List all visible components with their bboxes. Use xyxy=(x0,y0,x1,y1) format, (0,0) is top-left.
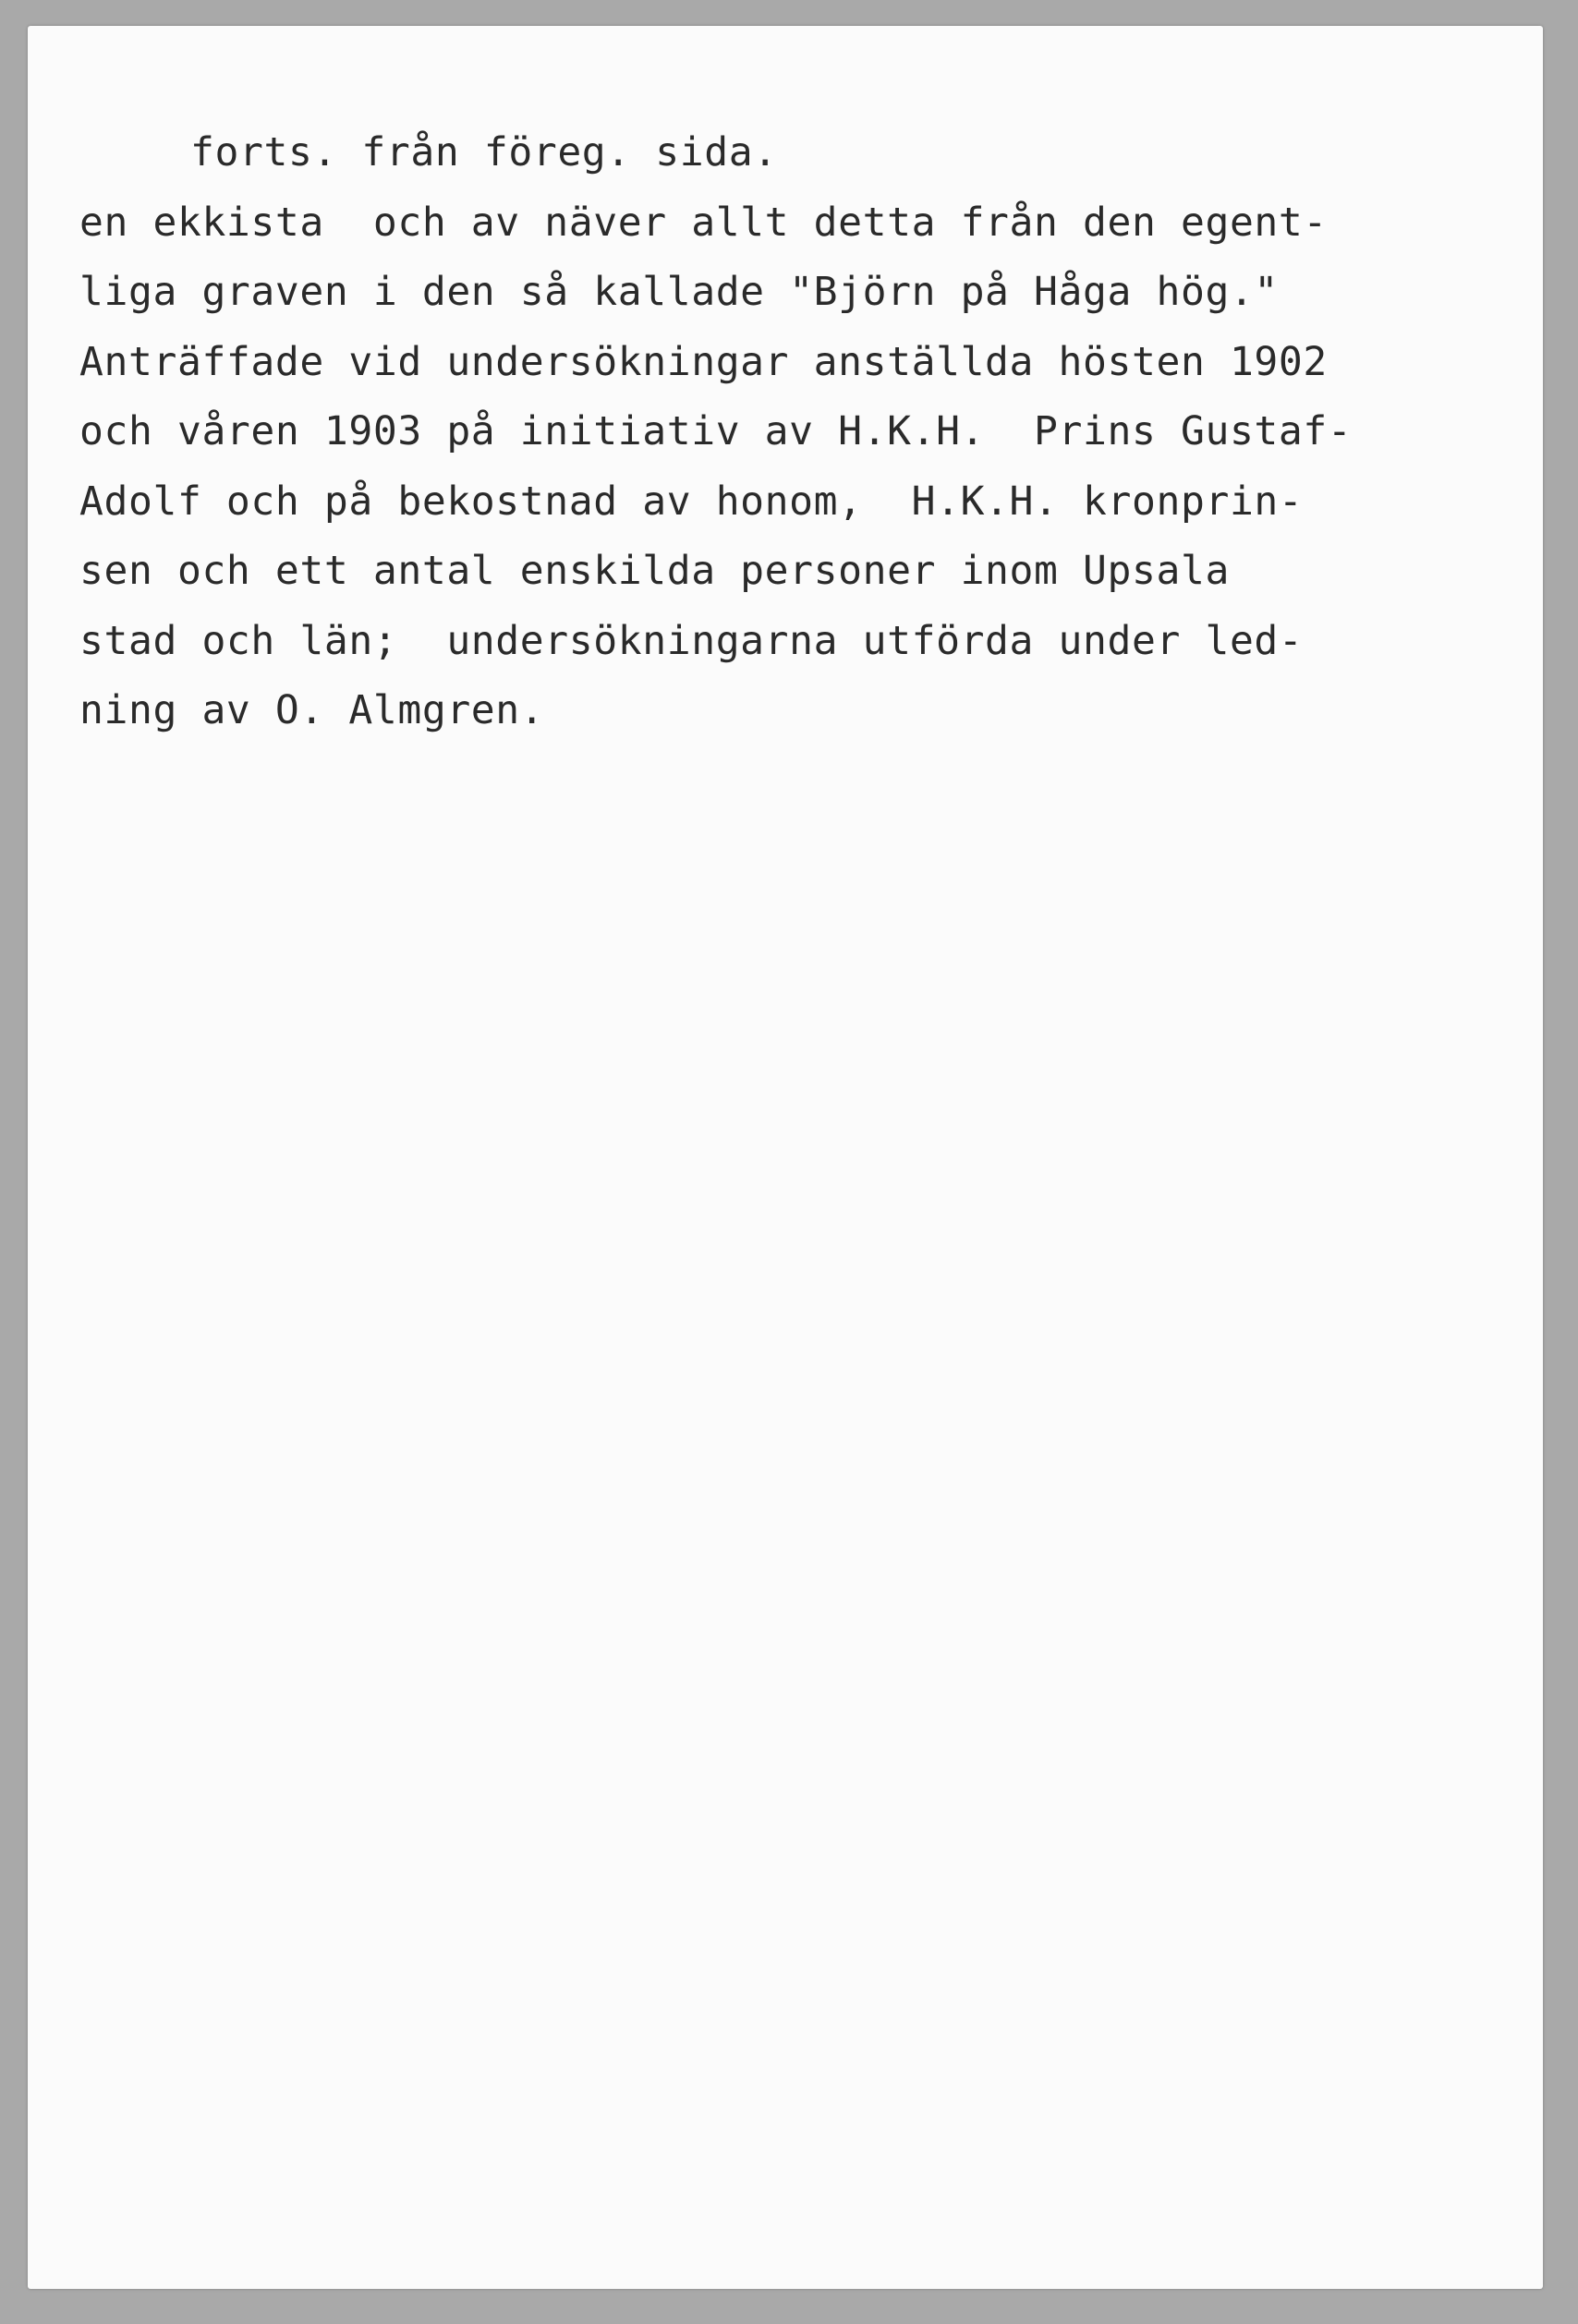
continuation-heading: forts. från föreg. sida. xyxy=(190,129,778,176)
text-line: Anträffade vid undersökningar anställda hösten 1902 xyxy=(79,338,1328,385)
text-line: liga graven i den så kallade "Björn på Håga hög." xyxy=(79,269,1279,315)
typed-text-block xyxy=(79,118,1539,746)
text-line: stad och län; undersökningarna utförda under led- xyxy=(79,617,1304,664)
text-line: en ekkista och av näver allt detta från den egent- xyxy=(79,199,1328,246)
text-line: ning av O. Almgren. xyxy=(79,687,545,733)
text-line: Adolf och på bekostnad av honom, H.K.H. kronprin- xyxy=(79,478,1304,525)
index-card xyxy=(28,26,1543,2289)
text-line: sen och ett antal enskilda personer inom Upsala xyxy=(79,548,1230,594)
text-line: och våren 1903 på initiativ av H.K.H. Prins Gustaf- xyxy=(79,408,1353,454)
